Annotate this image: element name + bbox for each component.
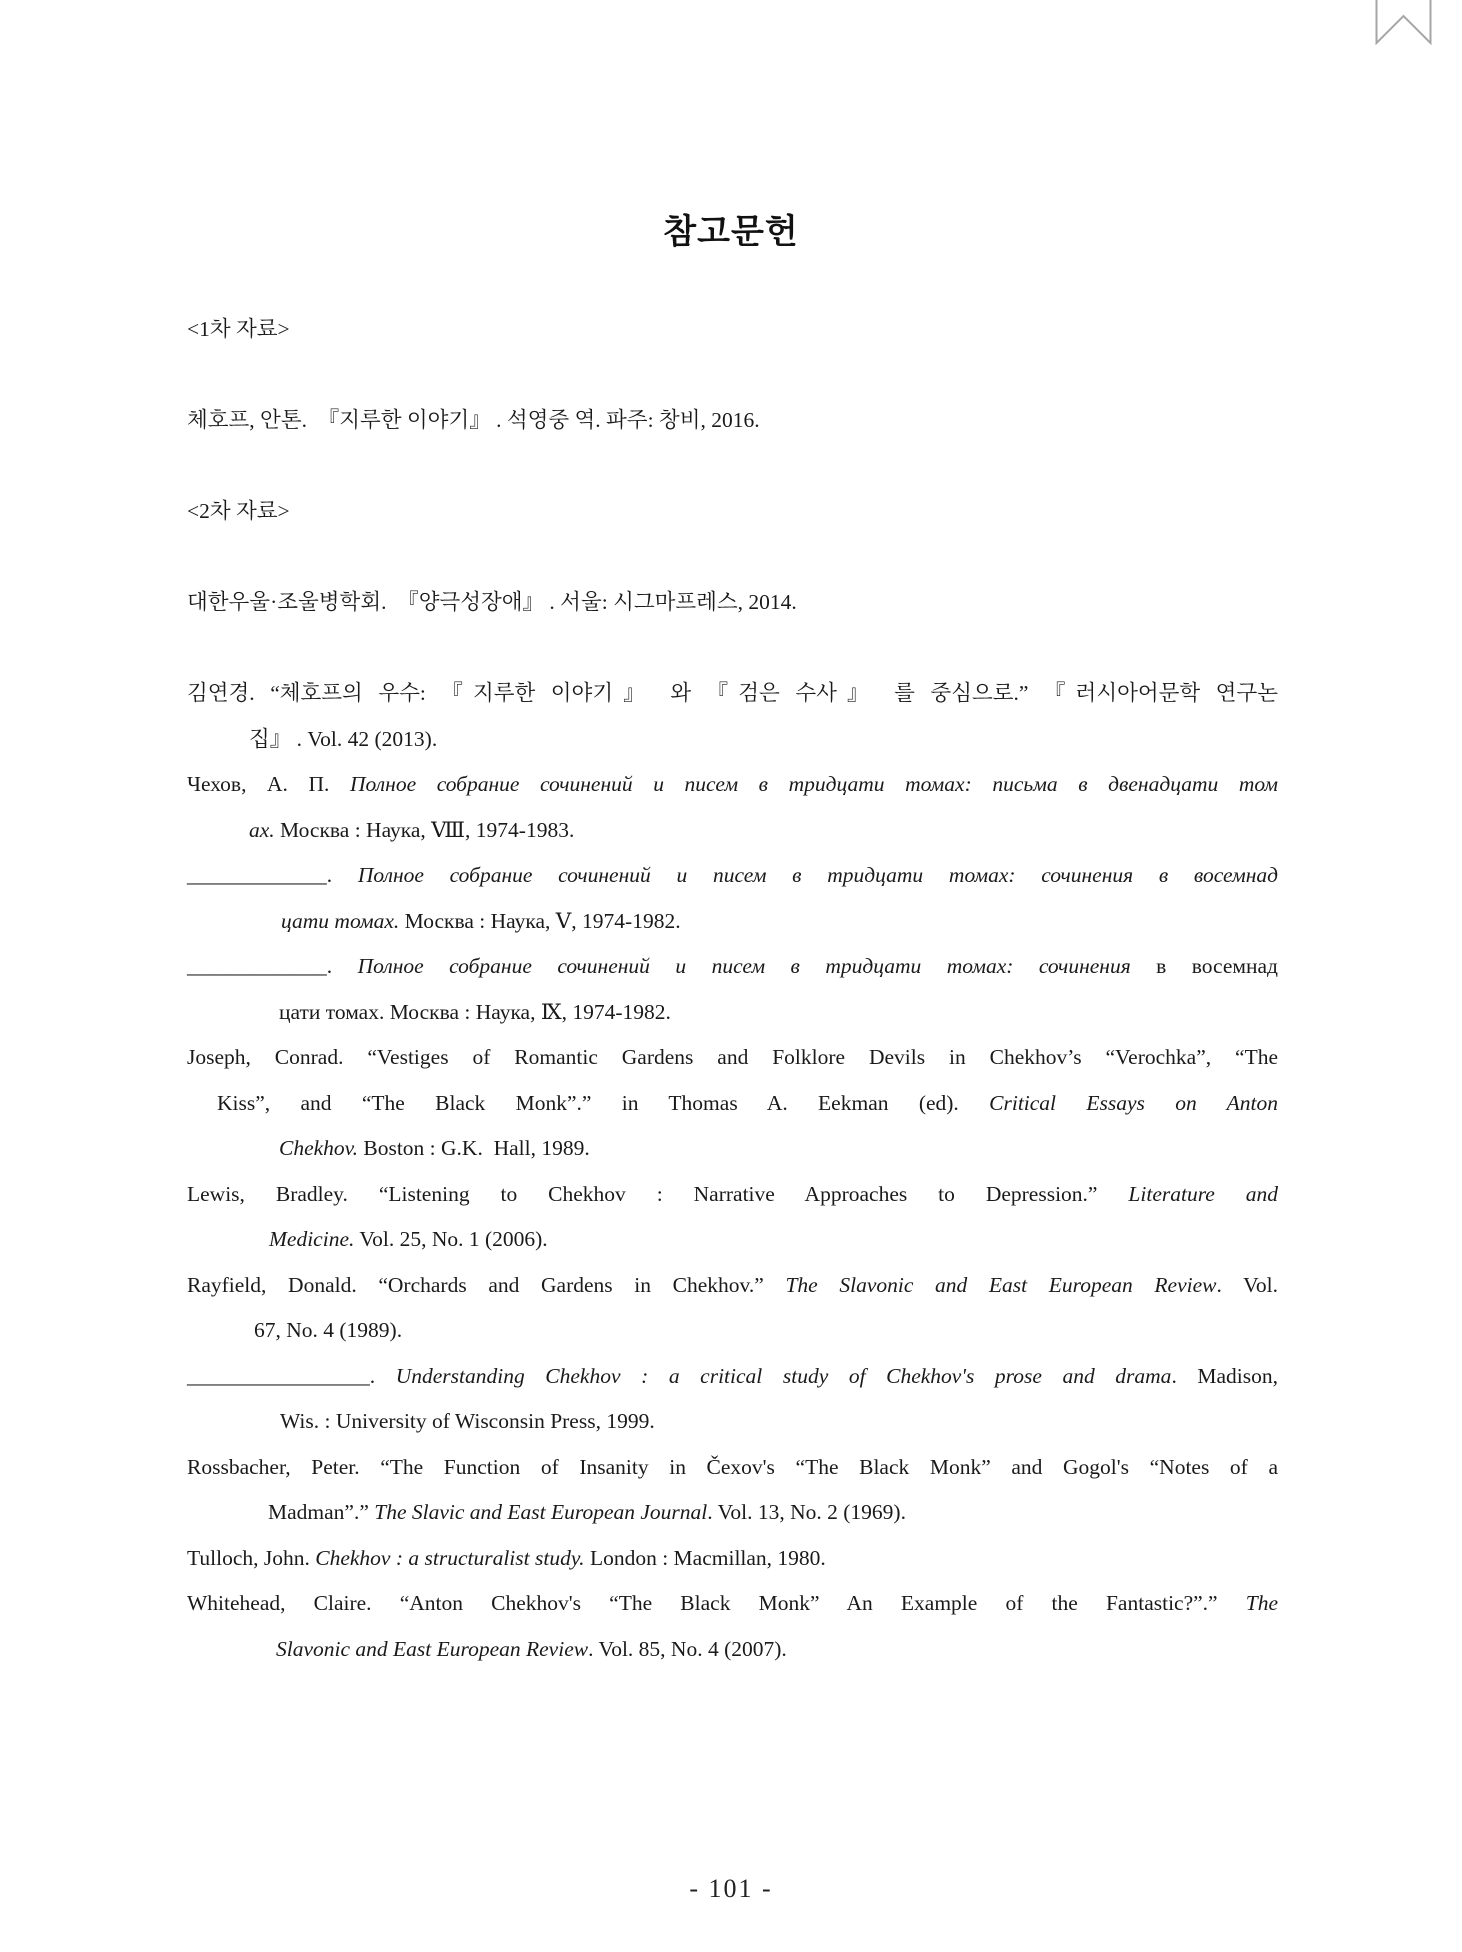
bib-line (187, 580, 1278, 626)
bib-line (187, 1490, 1278, 1536)
bib-line (187, 717, 1278, 763)
citation-text: Москва : Наука, Ⅴ, 1974-1982. (399, 908, 681, 933)
citation-text: Joseph, Conrad. “Vestiges of Romantic Gardens and Folklore Devils in Chekhov’s “Verochka”, “The (187, 1045, 1278, 1069)
citation-text: 김연경. “체호프의 우수: 『지루한 이야기』 와 『검은 수사』 를 중심으로.” 『러시아어문학 연구논 (187, 681, 1278, 705)
citation-text: _________________. (187, 1363, 396, 1388)
citation-text: Tulloch, John. (187, 1545, 316, 1570)
bib-line (187, 1308, 1278, 1354)
bibliography (187, 307, 1278, 1672)
citation-text: Kiss”, and “The Black Monk”.” in Thomas A. Eekman (ed). (217, 1090, 990, 1115)
bookmark-icon[interactable] (1375, 0, 1432, 45)
citation-text: Madman”.” (268, 1500, 375, 1524)
citation-text: 대한우울·조울병학회. 『양극성장애』 . 서울: 시그마프레스, 2014. (187, 590, 797, 614)
bib-entry (187, 1445, 1278, 1536)
section-label: <2차 자료> (187, 499, 290, 523)
citation-text: 67, No. 4 (1989). (254, 1318, 403, 1342)
citation-text: _____________. (187, 954, 358, 978)
citation-text: London : Macmillan, 1980. (584, 1545, 826, 1570)
bib-entry (187, 1536, 1278, 1582)
bib-section (187, 489, 1278, 1672)
bib-line (187, 1354, 1278, 1400)
citation-text: Чехов, А. П. (187, 772, 351, 796)
bib-entry (187, 1581, 1278, 1672)
citation-text: . Vol. 13, No. 2 (1969). (707, 1500, 906, 1524)
citation-italic-text: Chekhov : a structuralist study. (315, 1545, 585, 1570)
bib-entry (187, 1263, 1278, 1354)
page-number: - 101 - (689, 1874, 773, 1903)
citation-text: 집』 . Vol. 42 (2013). (249, 726, 438, 751)
bib-entry (187, 944, 1278, 1035)
citation-text: Rossbacher, Peter. “The Function of Insanity in Čexov's “The Black Monk” and Gogol's “Notes of a (187, 1454, 1278, 1479)
bib-line (187, 1445, 1278, 1491)
citation-italic-text: Understanding Chekhov : a critical study of Chekhov's prose and drama (395, 1363, 1172, 1388)
citation-text: Wis. : University of Wisconsin Press, 1999. (280, 1409, 655, 1433)
citation-italic-text: Chekhov. (279, 1136, 358, 1160)
citation-text: . Vol. 85, No. 4 (2007). (588, 1636, 787, 1661)
page-title: 참고문헌 (663, 213, 799, 251)
bib-entry (187, 1035, 1278, 1172)
bib-line (187, 808, 1278, 854)
bib-line (187, 671, 1278, 717)
citation-italic-text: ах. (249, 817, 275, 842)
citation-italic-text: Medicine. (269, 1227, 355, 1251)
citation-text: _____________. (187, 863, 358, 887)
citation-text: в восемнад (1130, 954, 1278, 978)
section-label: <1차 자료> (187, 317, 290, 341)
bib-line (187, 1399, 1278, 1445)
citation-italic-text: Полное собрание сочинений и писем в тридцати томах: сочинения в восемнад (357, 863, 1278, 887)
citation-text: Whitehead, Claire. “Anton Chekhov's “The Black Monk” An Example of the Fantastic?”.” (187, 1591, 1246, 1615)
citation-italic-text: Critical Essays on Anton (989, 1090, 1279, 1115)
bib-line (187, 762, 1278, 808)
citation-text: . Madison, (1171, 1363, 1279, 1388)
citation-italic-text: цати томах. (281, 908, 400, 933)
bib-section (187, 307, 1278, 444)
citation-italic-text: Полное собрание сочинений и писем в тридцати томах: письма в двенадцати том (350, 772, 1278, 796)
bib-line (187, 398, 1278, 444)
bib-line (187, 1217, 1278, 1263)
bib-entry (187, 398, 1278, 444)
bib-line (187, 1536, 1278, 1582)
citation-italic-text: The (1245, 1591, 1278, 1615)
bib-line (187, 944, 1278, 990)
citation-text: . Vol. (1216, 1272, 1278, 1297)
bib-line (187, 1126, 1278, 1172)
bib-entry (187, 1172, 1278, 1263)
bib-line (187, 1081, 1278, 1127)
citation-text: Boston : G.K. Hall, 1989. (358, 1136, 590, 1160)
bib-entry (187, 671, 1278, 762)
citation-italic-text: Literature and (1128, 1181, 1279, 1206)
citation-text: Москва : Наука, Ⅷ, 1974-1983. (274, 817, 575, 842)
bib-line (187, 1035, 1278, 1081)
citation-italic-text: The Slavonic and East European Review (785, 1272, 1217, 1297)
citation-text: цати томах. Москва : Наука, Ⅸ, 1974-1982. (279, 999, 671, 1024)
citation-text: 체호프, 안톤. 『지루한 이야기』 . 석영중 역. 파주: 창비, 2016. (187, 408, 760, 432)
citation-text: Lewis, Bradley. “Listening to Chekhov : Narrative Approaches to Depression.” (187, 1181, 1129, 1206)
citation-italic-text: Полное собрание сочинений и писем в тридцати томах: сочинения (357, 954, 1131, 978)
bib-line (187, 1581, 1278, 1627)
citation-text: Vol. 25, No. 1 (2006). (354, 1227, 548, 1251)
bib-line (187, 853, 1278, 899)
citation-italic-text: The Slavic and East European Journal (374, 1500, 708, 1524)
bib-line (187, 990, 1278, 1036)
bib-line (187, 899, 1278, 945)
citation-italic-text: Slavonic and East European Review (276, 1636, 589, 1661)
bib-entry (187, 580, 1278, 626)
bib-entry (187, 762, 1278, 853)
citation-text: Rayfield, Donald. “Orchards and Gardens in Chekhov.” (187, 1272, 786, 1297)
bib-line (187, 1172, 1278, 1218)
bib-line (187, 1263, 1278, 1309)
bib-line (187, 1627, 1278, 1673)
bib-entry (187, 853, 1278, 944)
bib-entry (187, 1354, 1278, 1445)
